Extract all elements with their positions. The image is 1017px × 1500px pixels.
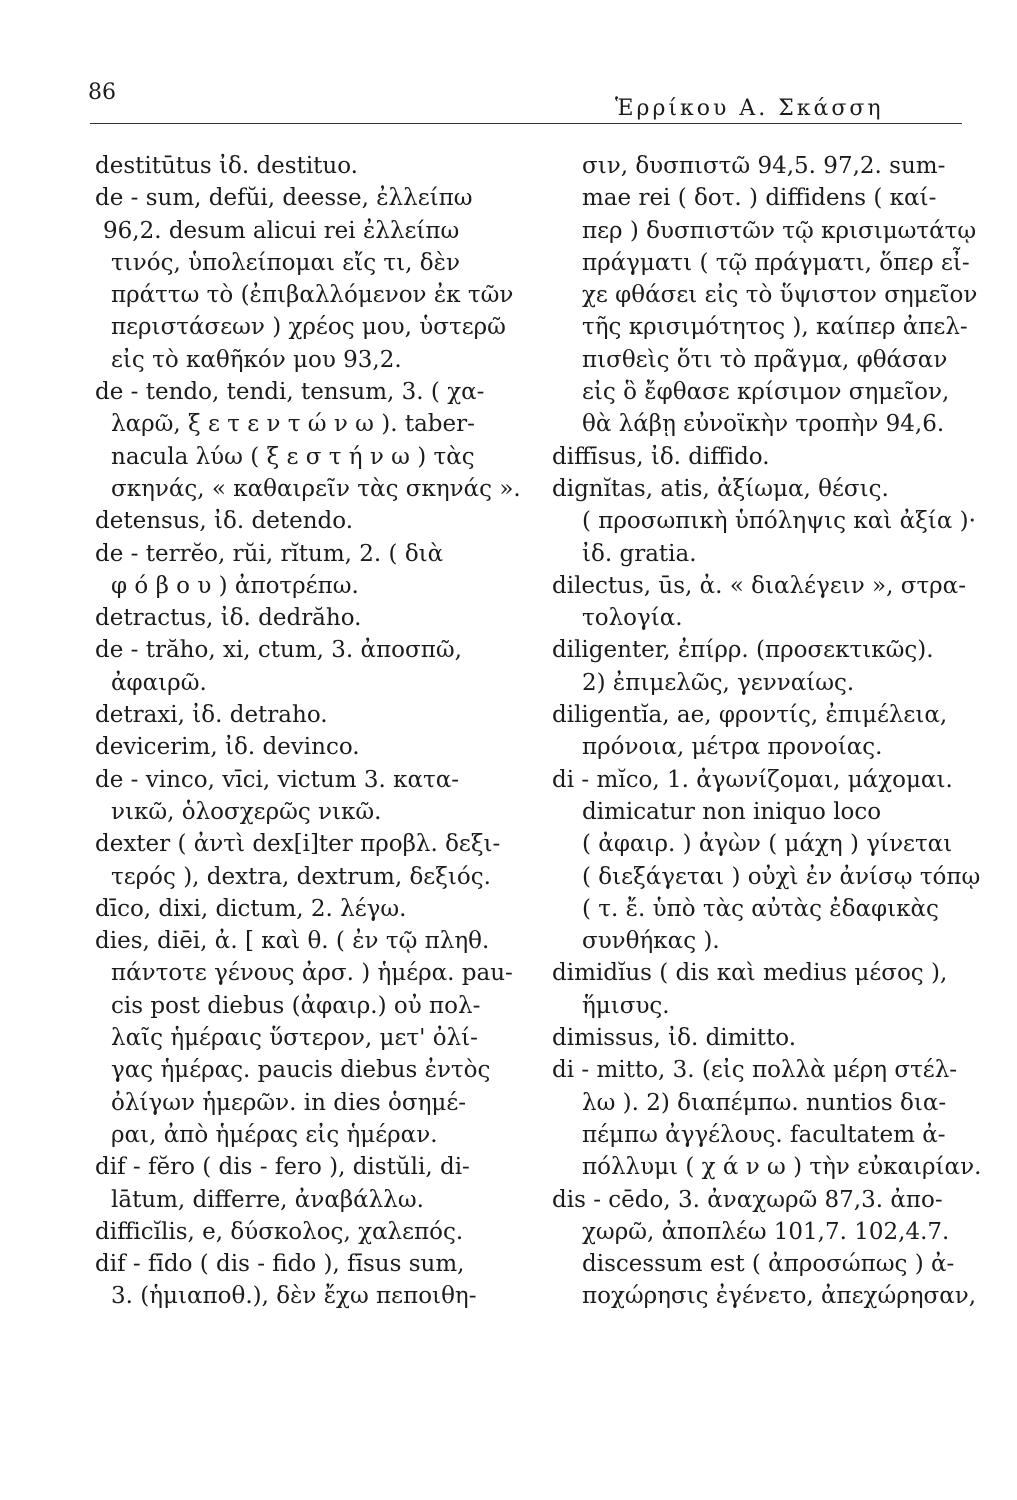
entry-line: dexter ( ἀντὶ dex[i]ter προβλ. δεξι- (95, 831, 501, 858)
entry-line: σιν, δυσπιστῶ 94,5. 97,2. sum- (582, 153, 946, 179)
entry-line: dif - fĕro ( dis - fero ), distŭli, di- (95, 1154, 470, 1181)
entry-line: de - sum, defŭi, deesse, ἐλλείπω (95, 185, 473, 212)
entry-line: diffīsus, ἰδ. diffido. (552, 443, 770, 470)
entry-line: λαρῶ, ξ ε τ ε ν τ ώ ν ω ). taber- (111, 411, 475, 438)
entry-line: νικῶ, ὁλοσχερῶς νικῶ. (111, 798, 382, 825)
entry-line: σκηνάς, « καθαιρεῖν τὰς σκηνάς ». (111, 475, 521, 502)
entry-line: συνθήκας ). (582, 928, 720, 955)
entry-line: εἰς ὃ ἔφθασε κρίσιμον σημεῖον, (582, 379, 950, 406)
entry-line: devicerim, ἰδ. devinco. (95, 734, 360, 761)
left-column (95, 150, 525, 1313)
entry-line: πόλλυμι ( χ ά ν ω ) τὴν εὐκαιρίαν. (582, 1154, 982, 1181)
entry-line: di - mĭco, 1. ἀγωνίζομαι, μάχομαι. (552, 766, 953, 793)
entry-line: ( τ. ἔ. ὑπὸ τὰς αὐτὰς ἐδαφικὰς (582, 895, 939, 922)
entry-line: τερός ), dextra, dextrum, δεξιός. (111, 863, 491, 890)
entry-line: ὀλίγων ἡμερῶν. in dies ὁσημέ- (111, 1089, 467, 1116)
entry-line: destitūtus ἰδ. destituo. (95, 153, 358, 179)
entry-line: λω ). 2) διαπέμπω. nuntios δια- (582, 1089, 947, 1116)
entry-line: de - vinco, vīci, victum 3. κατα- (95, 766, 460, 793)
entry-line: 96,2. desum alicui rei ἐλλείπω (103, 217, 460, 244)
entry-line: de - terrĕo, rŭi, rĭtum, 2. ( διὰ (95, 540, 444, 567)
entry-line: detensus, ἰδ. detendo. (95, 508, 354, 535)
entry-line: dimissus, ἰδ. dimitto. (552, 1025, 797, 1052)
entry-line: περιστάσεων ) χρέος μου, ὑστερῶ (111, 314, 506, 341)
entry-line: τινός, ὑπολείπομαι εἴς τι, δὲν (111, 249, 460, 276)
entry-line: detraxi, ἰδ. detraho. (95, 702, 328, 729)
entry-line: ( διεξάγεται ) οὐχὶ ἐν ἀνίσῳ τόπῳ (582, 863, 981, 890)
entry-line: de - tendo, tendi, tensum, 3. ( χα- (95, 379, 485, 406)
entry-line: λαῖς ἡμέραις ὕστερον, μετ' ὀλί- (111, 1025, 478, 1052)
entry-line: nacula λύω ( ξ ε σ τ ή ν ω ) τὰς (111, 443, 475, 470)
entry-line: dimidĭus ( dis καὶ medius μέσος ), (552, 960, 948, 987)
entry-line: discessum est ( ἀπροσώπως ) ἀ- (582, 1251, 955, 1278)
entry-line: πράγματι ( τῷ πράγματι, ὅπερ εἶ- (582, 249, 970, 276)
entry-line: ἥμισυς. (582, 992, 670, 1019)
entry-line: πέμπω ἀγγέλους. facultatem ἀ- (582, 1121, 946, 1148)
entry-line: dilectus, ūs, ἀ. « διαλέγειν », στρα- (552, 572, 966, 599)
entry-line: diligentĭa, ae, φροντίς, ἐπιμέλεια, (552, 702, 948, 729)
entry-line: difficĭlis, e, δύσκολος, χαλεπός. (95, 1218, 464, 1245)
entry-line: θὰ λάβῃ εὐνοϊκὴν τροπὴν 94,6. (582, 411, 945, 438)
entry-line: dimicatur non iniquo loco (582, 798, 882, 825)
entry-line: di - mitto, 3. (εἰς πολλὰ μέρη στέλ- (552, 1057, 958, 1084)
entry-line: dies, diēi, ἀ. [ καὶ θ. ( ἐν τῷ πληθ. (95, 928, 490, 955)
entry-line: τῆς κρισιμότητος ), καίπερ ἀπελ- (582, 314, 968, 341)
entry-line: γας ἡμέρας. paucis diebus ἐντὸς (111, 1057, 491, 1084)
entry-line: ( προσωπικὴ ὑπόληψις καὶ ἀξία )· (582, 508, 976, 535)
entry-line: cis post diebus (ἀφαιρ.) οὐ πολ- (111, 992, 481, 1019)
entry-line: mae rei ( δοτ. ) diffidens ( καί- (582, 185, 937, 212)
entry-line: χε φθάσει εἰς τὸ ὕψιστον σημεῖον (582, 282, 978, 309)
entry-line: χωρῶ, ἀποπλέω 101,7. 102,4.7. (582, 1218, 950, 1245)
entry-line: 2) ἐπιμελῶς, γενναίως. (582, 669, 855, 696)
header-rule (90, 123, 962, 124)
entry-line: 3. (ἡμιαποθ.), δὲν ἔχω πεποιθη- (111, 1283, 477, 1310)
entry-line: πρόνοια, μέτρα προνοίας. (582, 734, 883, 761)
entry-line: πράττω τὸ (ἐπιβαλλόμενον ἐκ τῶν (111, 282, 514, 309)
entry-line: dīco, dixi, dictum, 2. λέγω. (95, 895, 407, 922)
entry-line: ποχώρησις ἐγένετο, ἀπεχώρησαν, (582, 1283, 977, 1310)
entry-line: ραι, ἀπὸ ἡμέρας εἰς ἡμέραν. (111, 1121, 438, 1148)
entry-line: περ ) δυσπιστῶν τῷ κρισιμωτάτῳ (582, 217, 977, 244)
entry-line: ἰδ. gratia. (582, 540, 697, 567)
entry-line: dif - fīdo ( dis - fido ), fīsus sum, (95, 1251, 465, 1278)
entry-line: φ ό β ο υ ) ἀποτρέπω. (111, 572, 359, 599)
running-head: Ἑρρίκου Α. Σκάσση (615, 96, 884, 121)
entry-line: de - trăho, xi, ctum, 3. ἀποσπῶ, (95, 637, 462, 664)
entry-line: lātum, differre, ἀναβάλλω. (111, 1186, 424, 1213)
entry-line: ( ἀφαιρ. ) ἀγὼν ( μάχη ) γίνεται (582, 831, 953, 858)
entry-line: dis - cēdo, 3. ἀναχωρῶ 87,3. ἀπο- (552, 1186, 943, 1213)
page-number: 86 (88, 80, 116, 105)
entry-line: diligenter, ἐπίρρ. (προσεκτικῶς). (552, 637, 934, 664)
right-column (552, 150, 982, 1313)
entry-line: πάντοτε γένους ἀρσ. ) ἡμέρα. pau- (111, 960, 513, 987)
entry-line: ἀφαιρῶ. (111, 669, 207, 696)
entry-line: τολογία. (582, 605, 683, 632)
entry-line: detractus, ἰδ. dedrăho. (95, 605, 362, 632)
entry-line: πισθεὶς ὅτι τὸ πρᾶγμα, φθάσαν (582, 346, 948, 373)
entry-line: dignĭtas, atis, ἀξίωμα, θέσις. (552, 475, 889, 502)
entry-line: εἰς τὸ καθῆκόν μου 93,2. (111, 346, 402, 373)
